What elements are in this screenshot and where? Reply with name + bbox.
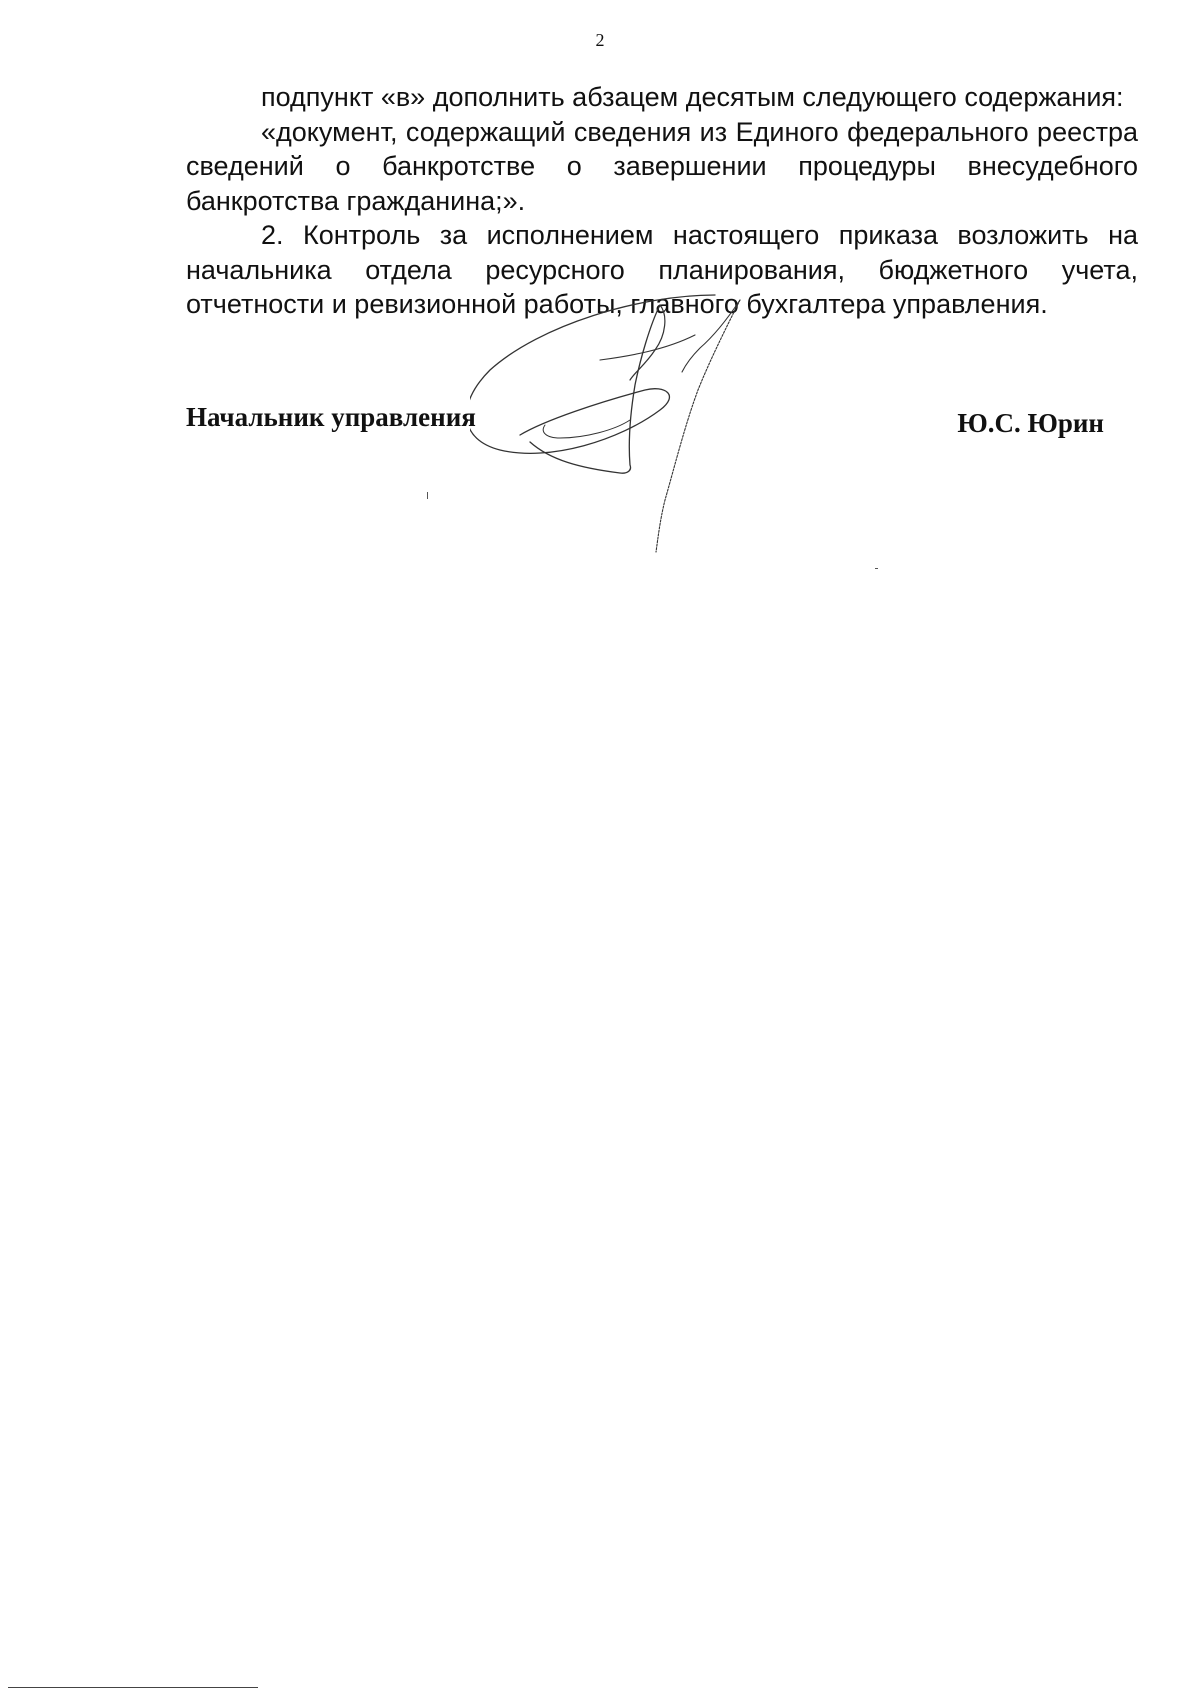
- handwritten-signature: [470, 290, 830, 610]
- signatory-name: Ю.С. Юрин: [957, 408, 1104, 438]
- scan-artifact: [427, 492, 428, 499]
- bottom-scan-line: [8, 1687, 258, 1688]
- signatory-title: Начальник управления: [186, 402, 476, 432]
- paragraph-intro: подпункт «в» дополнить абзацем десятым следующего содержания:: [261, 82, 1124, 112]
- document-body: [186, 80, 1138, 322]
- paragraph-control-clause: 2. Контроль за исполнением настоящего приказа возложить на начальника отдела ресурсного планирования, бюджетного учета, отчетности и ревизионной работы, главного бухгалтера управления.: [186, 220, 1138, 319]
- page-number: 2: [595, 30, 605, 50]
- scan-artifact: [875, 568, 878, 569]
- paragraph-quoted-amendment: «документ, содержащий сведения из Единого федерального реестра сведений о банкротстве о завершении процедуры внесудебного банкротства гражданина;».: [186, 116, 1138, 216]
